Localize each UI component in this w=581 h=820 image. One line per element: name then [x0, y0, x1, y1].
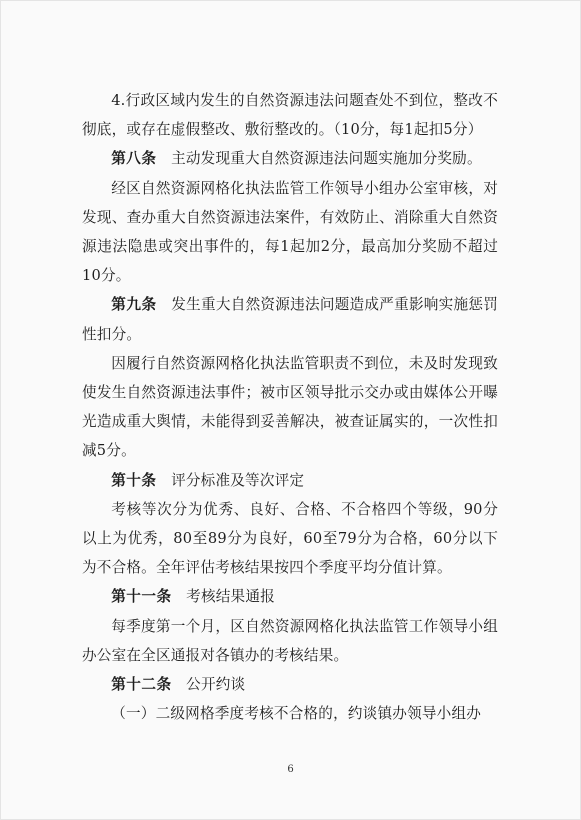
article-8-heading-line — [82, 144, 498, 173]
article-10-heading-line — [82, 466, 498, 495]
article-9-title: 发生重大自然资源违法问题造成严重影响实施惩罚性扣分。 — [82, 296, 498, 343]
article-8-title: 主动发现重大自然资源违法问题实施加分奖励。 — [171, 150, 482, 168]
article-12-body: （一）二级网格季度考核不合格的，约谈镇办领导小组办 — [111, 705, 482, 723]
article-9-label: 第九条 — [111, 296, 157, 314]
article-11-title: 考核结果通报 — [186, 588, 275, 606]
article-10-body: 考核等次分为优秀、良好、合格、不合格四个等级，90分以上为优秀，80至89分为良好，60至79分为合格，60分以下为不合格。全年评估考核结果按四个季度平均分值计算。 — [82, 500, 498, 577]
document-body — [82, 86, 498, 728]
article-8-label: 第八条 — [111, 150, 157, 168]
article-11-body: 每季度第一个月，区自然资源网格化执法监管工作领导小组办公室在全区通报对各镇办的考核结果。 — [82, 617, 498, 664]
article-12-title: 公开约谈 — [186, 676, 246, 694]
item-4-paragraph: 4.行政区域内发生的自然资源违法问题查处不到位，整改不彻底，或存在虚假整改、敷衍整改的。（10分，每1起扣5分） — [82, 92, 498, 139]
article-12-label: 第十二条 — [111, 676, 172, 694]
page-number: 6 — [287, 764, 294, 775]
article-9-body: 因履行自然资源网格化执法监管职责不到位，未及时发现致使发生自然资源违法事件；被市区领导批示交办或由媒体公开曝光造成重大舆情，未能得到妥善解决，被查证属实的，一次性扣减5分。 — [82, 354, 498, 460]
article-12-heading-line — [82, 670, 498, 699]
article-9-heading-line — [82, 290, 498, 348]
article-11-heading-line — [82, 582, 498, 611]
article-8-body: 经区自然资源网格化执法监管工作领导小组办公室审核，对发现、查办重大自然资源违法案件，有效防止、消除重大自然资源违法隐患或突出事件的，每1起加2分，最高加分奖励不超过10分。 — [82, 179, 498, 285]
article-10-label: 第十条 — [111, 471, 157, 489]
article-10-title: 评分标准及等次评定 — [171, 471, 305, 489]
article-11-label: 第十一条 — [111, 588, 172, 606]
